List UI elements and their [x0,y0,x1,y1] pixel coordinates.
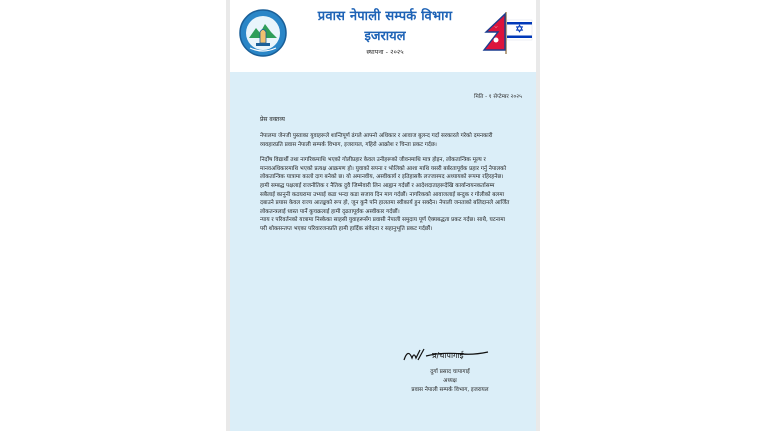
organization-emblem-icon [238,8,288,58]
signature-block [390,368,510,395]
signatory-title: अध्यक्ष [443,378,457,384]
paragraph-3: हामी सम्बद्ध पक्षलाई राजनीतिक र नैतिक दुवै जिम्मेवारी लिन आह्वान गर्दछौं र आदेशदाताहरूदेखि कार्यान्वयनकर्तासम्म सबैलाई कानुनी कठघरामा उभ्याई कडा भन्दा कडा सजाय दिन माग गर्दछौं। नागरिकको आवाजलाई बन्दुक र गोलीको बलमा दबाउने प्रयास केवल राज्य आतङ्कको रूप हो, जुन कुनै पनि हालतमा स्वीकार्य हुन सक्दैन। नेपाली जनताको बलिदानले आर्जित लोकतन्त्रलाई ध्वस्त पार्ने कुचक्रलाई हामी दृढतापूर्वक अस्वीकार गर्दछौं। [260,182,510,215]
paragraph-1: नेपालमा जेनजी पुस्ताका युवाहरूले शान्तिपूर्ण ढंगले आफ्नो अधिकार र आवाज बुलन्द गर्दा सरकारले गरेको दमनकारी व्यवहारप्रति प्रवास नेपाली सम्पर्क विभाग, इजरायल, गहिरो आक्रोश र चिन्ता प्रकट गर्दछ। [260,133,493,148]
right-divider [536,0,540,431]
svg-text:प्र/चापागाई: प्र/चापागाई [432,351,464,360]
founded-year: स्थापना - २०२५ [366,48,404,56]
letter-body [260,132,510,234]
press-release-label: प्रेस वक्तव्य [260,116,285,123]
letter-date: मिति - १ सेप्टेम्बर २०२५ [474,94,522,100]
organization-country: इजरायल [364,29,406,44]
paragraph-2: निर्दोष विद्यार्थी तथा नागरिकमाथि भएको गोलीप्रहार केवल उनीहरूको जीवनमाथि मात्र होइन, लोकतान्त्रिक मूल्य र मानवअधिकारमाथि भएको प्रत्यक्ष आक्रमण हो। युवाको सपना र भोलिको आशा माथि यसरी बर्बरतापूर्वक प्रहार गर्नु नेपालको लोकतान्त्रिक यात्रामा कालो दाग बनेको छ। यो अमानवीय, अस्वीकार्य र इतिहासकै लज्जास्पद अध्यायको रूपमा रहिरहनेछ। [260,157,507,181]
right-margin [538,0,768,431]
signatory-name: दुर्गा प्रसाद चापागाईं [430,369,470,375]
paragraph-4: न्याय र परिवर्तनको यात्रामा निस्केका साहसी युवाहरूसँग प्रवासी नेपाली समुदाय पूर्ण ऐक्यबद्धता प्रकट गर्दछ। साथै, घटनामा परी शोकसन्तप्त भएका परिवारजनप्रति हामी हार्दिक संवेदना र सहानुभूति प्रकट गर्दछौं। [260,217,505,232]
press-release-document [230,0,536,431]
signature-graphic [402,346,492,364]
left-margin [0,0,230,431]
organization-name: प्रवास नेपाली सम्पर्क विभाग [317,9,453,24]
letterhead [230,0,536,72]
signatory-organization: प्रवास नेपाली सम्पर्क विभाग, इजरायल [411,387,489,393]
nepal-israel-flags-icon [478,10,534,54]
